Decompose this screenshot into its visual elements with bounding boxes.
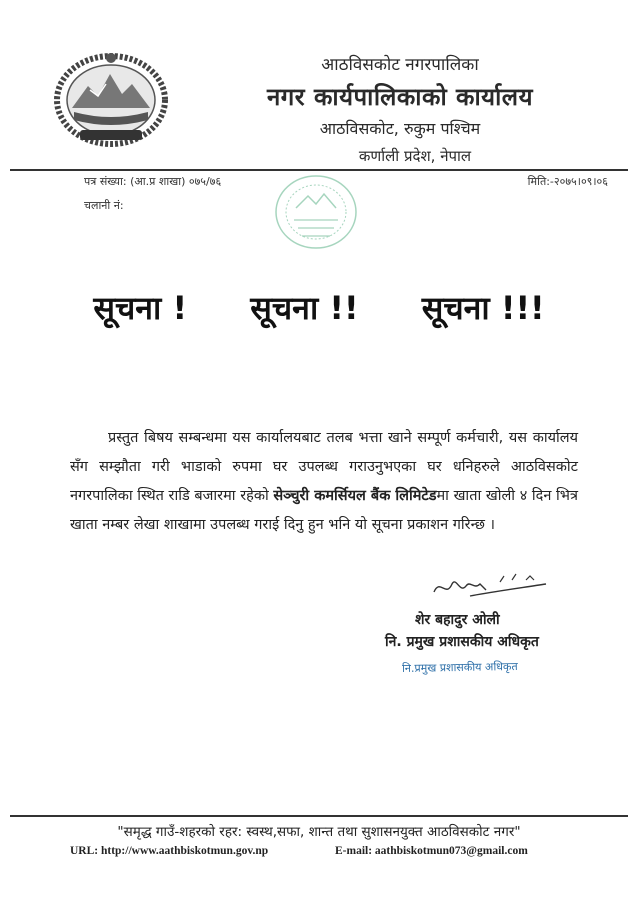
notice-heading-1: सूचना !	[93, 289, 188, 327]
notice-body-closing: मा खाता खोली ४ दिन भित्र खाता नम्बर लेखा शाखामा उपलब्ध गराई दिनु हुन भनि यो सूचना प्रकाशन गरिन्छ ।	[70, 488, 579, 533]
footer-divider	[10, 815, 628, 817]
office-name-executive: नगर कार्यपालिकाको कार्यालय	[266, 83, 534, 111]
notice-heading-3: सूचना !!!	[421, 289, 545, 327]
notice-heading	[0, 286, 638, 329]
footer-url: URL: http://www.aathbiskotmun.gov.np	[70, 845, 269, 857]
office-province: कर्णाली प्रदेश, नेपाल	[358, 147, 472, 165]
footer-slogan: "समृद्ध गाउँ-शहरको रहर: स्वस्थ,सफा, शान्त तथा सुशासनयुक्त आठविसकोट नगर"	[117, 824, 521, 840]
dispatch-number: चलानी नं:	[84, 199, 124, 212]
signatory-title: नि. प्रमुख प्रशासकीय अधिकृत	[385, 634, 539, 650]
letter-date: मिति:-२०७५।०९।०६	[527, 175, 608, 188]
nepal-emblem-icon	[50, 50, 172, 148]
signatory-name: शेर बहादुर ओली	[415, 612, 500, 628]
notice-body	[70, 424, 578, 540]
footer-email: E-mail: aathbiskotmun073@gmail.com	[335, 845, 528, 857]
notice-heading-2: सूचना !!	[250, 289, 359, 327]
office-address: आठविसकोट, रुकुम पश्चिम	[319, 119, 481, 138]
office-seal-icon	[266, 168, 366, 256]
reference-number: पत्र संख्या: (आ.प्र शाखा) ०७५/७६	[84, 175, 222, 188]
office-name-municipality: आठविसकोट नगरपालिका	[321, 55, 479, 75]
bank-name: सेञ्चुरी कमर्सियल बैंक लिमिटेड	[273, 488, 437, 504]
signatory-stamp: नि.प्रमुख प्रशासकीय अधिकृत	[401, 659, 518, 676]
handwritten-signature-icon	[430, 570, 550, 604]
notice-body-intro: प्रस्तुत बिषय सम्बन्धमा यस कार्यालयबाट तलब भत्ता खाने सम्पूर्ण कर्मचारी, यस कार्यालय सँग सम्झौता गरी भाडाको रुपमा घर उपलब्ध गराउनुभएका घर धनिहरुले आठविसकोट नगरपालिका स्थित राडि बजारमा रहेको	[70, 430, 578, 504]
